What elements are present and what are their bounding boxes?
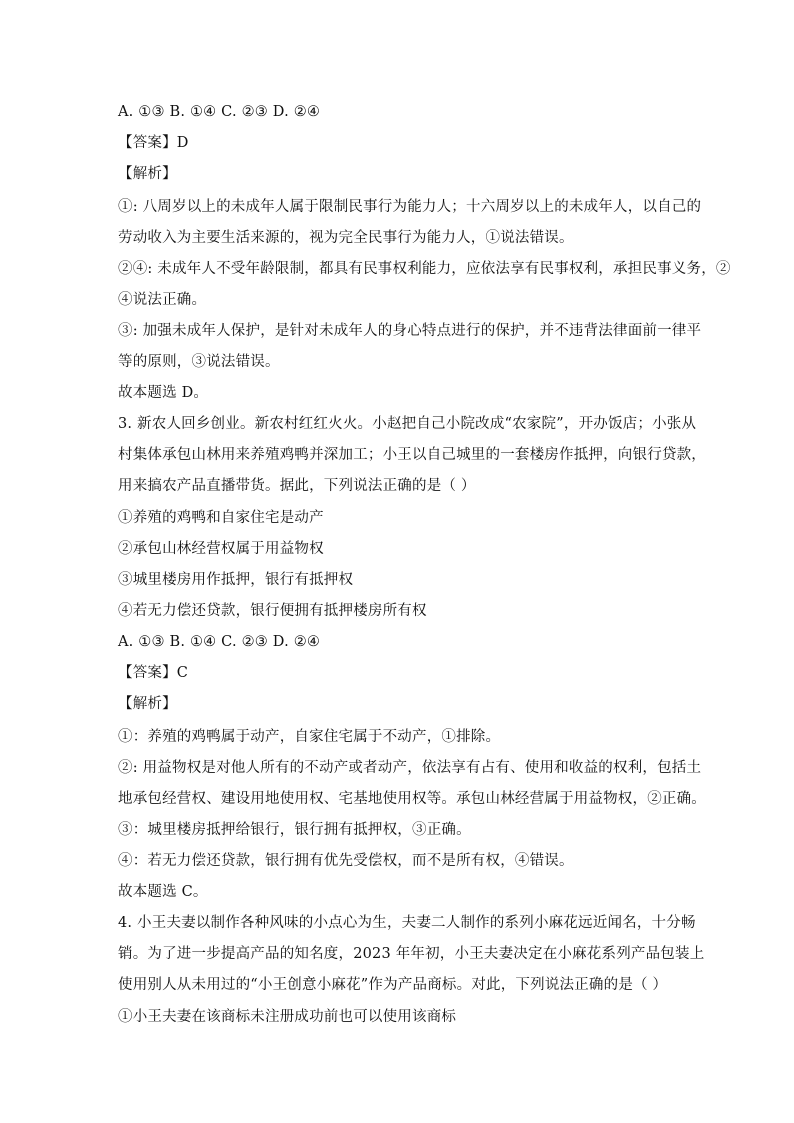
conclusion-q2: 故本题选 D。 [118,385,209,401]
analysis-label-q3: 【解析】 [118,696,177,712]
question-3-options: A. ①③ B. ①④ C. ②③ D. ②④ [118,634,321,650]
analysis-paragraph: ③：城里楼房抵押给银行，银行拥有抵押权，③正确。 [118,822,471,838]
question-4-stem: 使用别人从未用过的“小王创意小麻花”作为产品商标。对此，下列说法正确的是（ ） [118,977,668,993]
analysis-paragraph: ③: 加强未成年人保护，是针对未成年人的身心特点进行的保护，并不违背法律面前一律平 [118,323,702,339]
conclusion-q3: 故本题选 C。 [118,884,208,900]
question-3-statement: ①养殖的鸡鸭和自家住宅是动产 [118,510,324,526]
question-2-options: A. ①③ B. ①④ C. ②③ D. ②④ [118,104,321,120]
analysis-paragraph: ②④: 未成年人不受年龄限制，都具有民事权利能力，应依法享有民事权利，承担民事义务，② [118,261,731,277]
question-4-stem: 4. 小王夫妻以制作各种风味的小点心为生，夫妻二人制作的系列小麻花远近闻名，十分畅 [118,915,696,931]
analysis-paragraph: 劳动收入为主要生活来源的，视为完全民事行为能力人，①说法错误。 [118,230,574,246]
analysis-paragraph: ④说法正确。 [118,292,207,308]
analysis-paragraph: 地承包经营权、建设用地使用权、宅基地使用权等。承包山林经营属于用益物权，②正确。 [118,791,706,807]
question-4-statement: ①小王夫妻在该商标未注册成功前也可以使用该商标 [118,1009,457,1025]
analysis-paragraph: ①：养殖的鸡鸭属于动产，自家住宅属于不动产，①排除。 [118,729,501,745]
question-3-statement: ③城里楼房用作抵押，银行有抵押权 [118,572,354,588]
analysis-label-q2: 【解析】 [118,166,177,182]
answer-label-q2: 【答案】D [118,135,189,151]
question-3-stem: 村集体承包山林用来养殖鸡鸭并深加工；小王以自己城里的一套楼房作抵押，向银行贷款， [118,447,706,463]
question-3-statement: ④若无力偿还贷款，银行便拥有抵押楼房所有权 [118,603,427,619]
answer-label-q3: 【答案】C [118,665,189,681]
analysis-paragraph: 等的原则，③说法错误。 [118,354,280,370]
analysis-paragraph: ④：若无力偿还贷款，银行拥有优先受偿权，而不是所有权，④错误。 [118,853,574,869]
analysis-paragraph: ②: 用益物权是对他人所有的不动产或者动产，依法享有占有、使用和收益的权利，包括土 [118,760,702,776]
question-4-stem: 销。为了进一步提高产品的知名度，2023 年年初，小王夫妻决定在小麻花系列产品包装上 [118,946,705,962]
question-3-statement: ②承包山林经营权属于用益物权 [118,541,324,557]
analysis-paragraph: ①: 八周岁以上的未成年人属于限制民事行为能力人；十六周岁以上的未成年人，以自己的 [118,199,702,215]
question-3-stem: 3. 新农人回乡创业。新农村红红火火。小赵把自己小院改成“农家院”，开办饭店；小张从 [118,416,697,432]
question-3-stem: 用来搞农产品直播带货。据此，下列说法正确的是（ ） [118,478,476,494]
